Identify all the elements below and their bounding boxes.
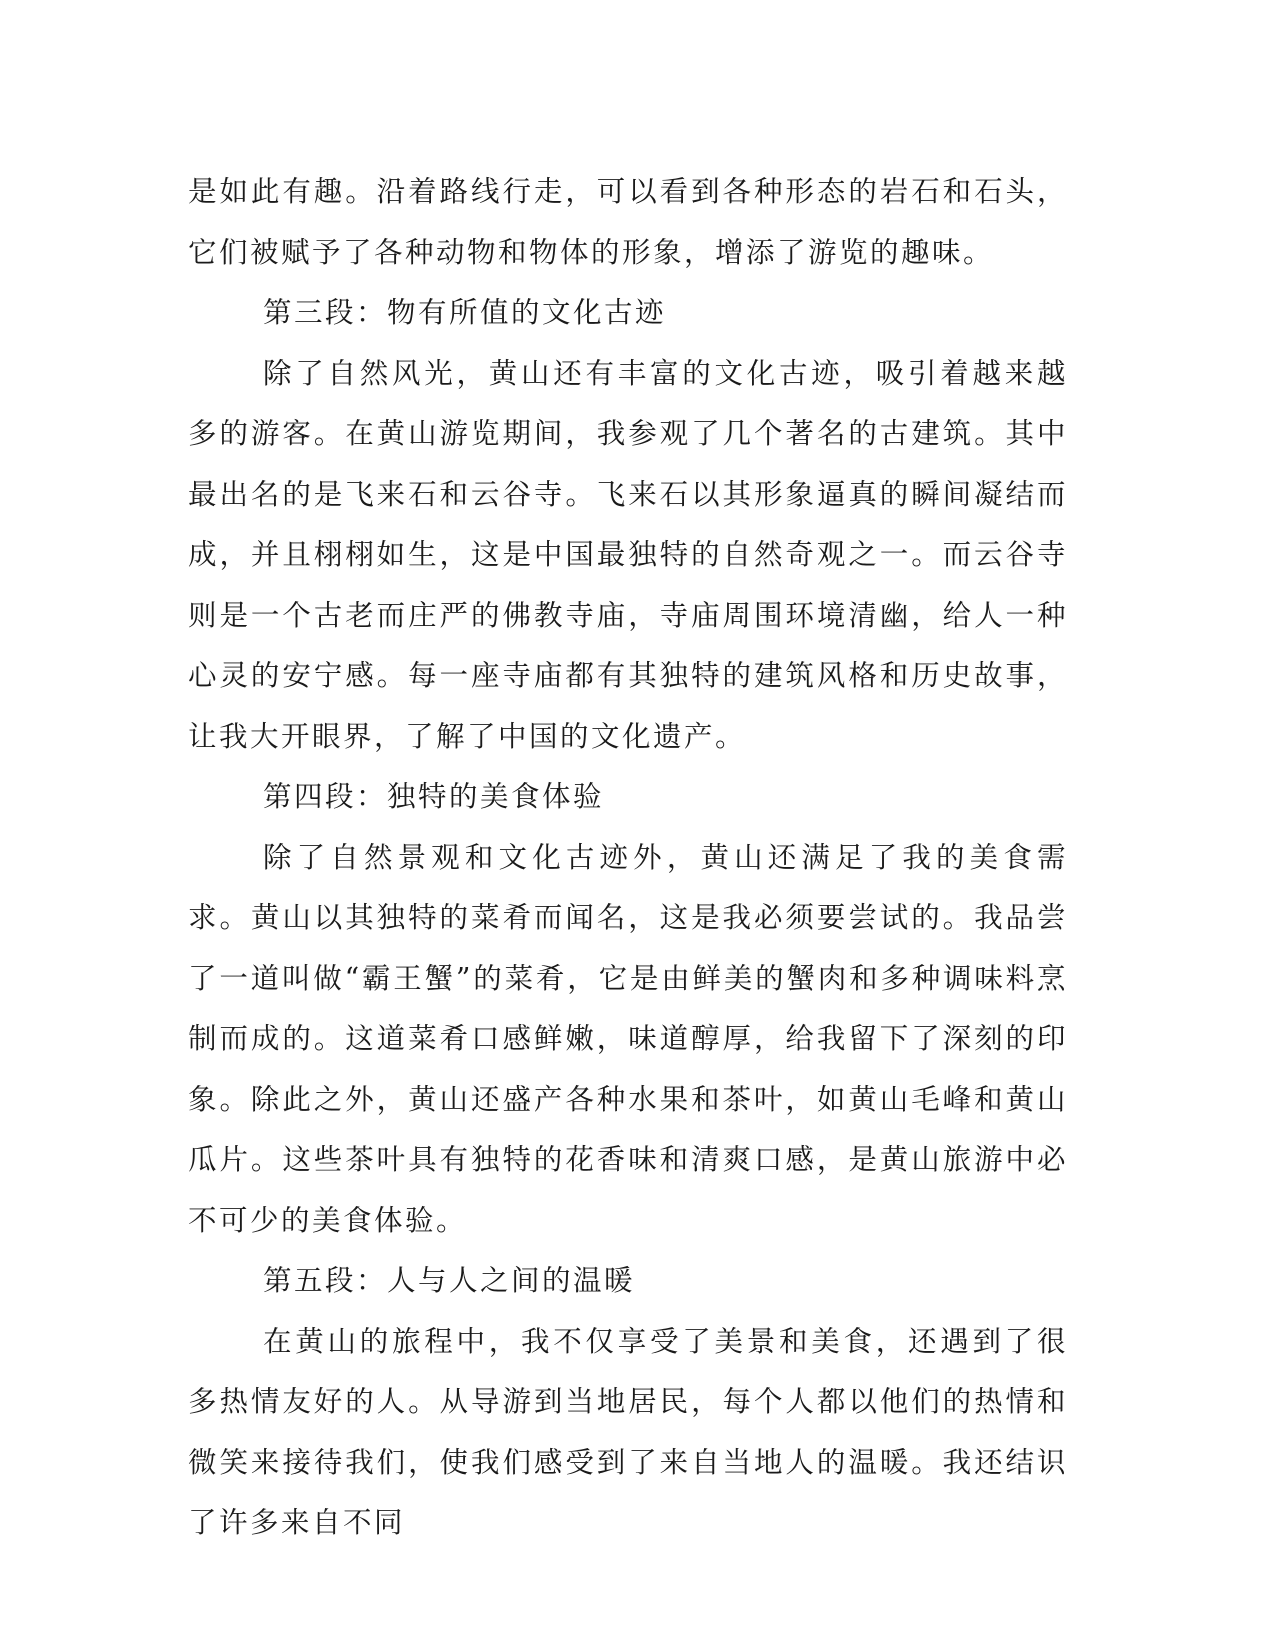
section-heading-4: 第四段：独特的美食体验 [263, 780, 605, 813]
section-heading-5: 第五段：人与人之间的温暖 [263, 1264, 636, 1297]
document-body [188, 162, 1068, 1554]
paragraph-warmth: 在黄山的旅程中，我不仅享受了美景和美食，还遇到了很多热情友好的人。从导游到当地居民，每个人都以他们的热情和微笑来接待我们，使我们感受到了来自当地人的温暖。我还结识了许多来自不同 [188, 1324, 1068, 1539]
paragraph-continuation: 是如此有趣。沿着路线行走，可以看到各种形态的岩石和石头，它们被赋予了各种动物和物体的形象，增添了游览的趣味。 [188, 175, 1068, 269]
paragraph-cultural-sites: 除了自然风光，黄山还有丰富的文化古迹，吸引着越来越多的游客。在黄山游览期间，我参观了几个著名的古建筑。其中最出名的是飞来石和云谷寺。飞来石以其形象逼真的瞬间凝结而成，并且栩栩如生，这是中国最独特的自然奇观之一。而云谷寺则是一个古老而庄严的佛教寺庙，寺庙周围环境清幽，给人一种心灵的安宁感。每一座寺庙都有其独特的建筑风格和历史故事，让我大开眼界，了解了中国的文化遗产。 [188, 356, 1068, 753]
paragraph-food-experience: 除了自然景观和文化古迹外，黄山还满足了我的美食需求。黄山以其独特的菜肴而闻名，这是我必须要尝试的。我品尝了一道叫做“霸王蟹”的菜肴，它是由鲜美的蟹肉和多种调味料烹制而成的。这道菜肴口感鲜嫩，味道醇厚，给我留下了深刻的印象。除此之外，黄山还盛产各种水果和茶叶，如黄山毛峰和黄山瓜片。这些茶叶具有独特的花香味和清爽口感，是黄山旅游中必不可少的美食体验。 [188, 840, 1068, 1237]
section-heading-3: 第三段：物有所值的文化古迹 [263, 296, 667, 329]
